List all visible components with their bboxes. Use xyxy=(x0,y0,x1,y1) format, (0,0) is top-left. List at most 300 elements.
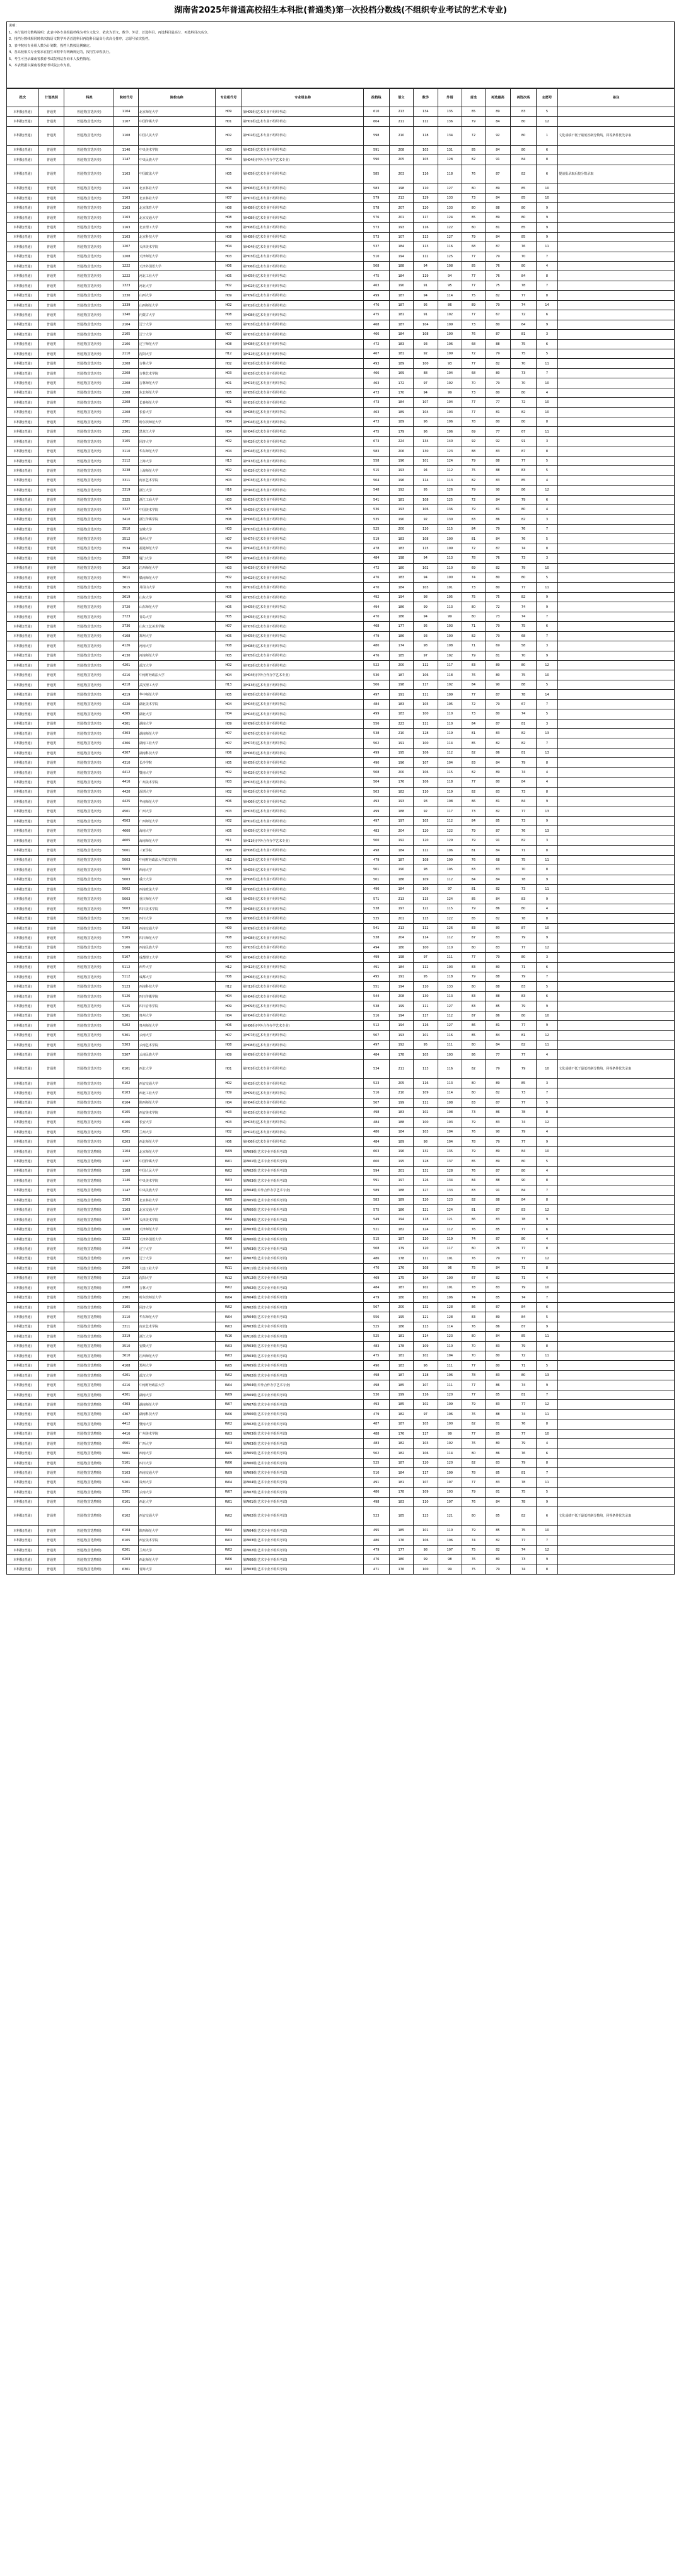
table-cell: H16 xyxy=(215,486,242,495)
table-cell: W02 xyxy=(215,1302,242,1312)
table-cell: 本科批(普通) xyxy=(7,300,39,310)
table-cell xyxy=(558,807,675,816)
table-cell: 普通类(首选历史) xyxy=(64,213,114,222)
table-cell: 75 xyxy=(462,1264,486,1273)
table-cell xyxy=(558,232,675,242)
table-cell: 第W03组(艺术专业不组织考试) xyxy=(242,1351,364,1361)
table-cell: 第H03组(艺术专业不组织考试) xyxy=(242,475,364,485)
column-header: 专业组名称 xyxy=(242,89,364,107)
table-cell: 123 xyxy=(414,1507,438,1526)
table-row xyxy=(7,1244,675,1254)
table-cell: 本科批(普通) xyxy=(7,1011,39,1020)
table-cell: 第W02组(艺术专业不组织考试) xyxy=(242,1166,364,1175)
table-cell: 第H08组(艺术专业不组织考试) xyxy=(242,213,364,222)
table-cell: 76 xyxy=(511,826,537,836)
table-cell: 第W09组(艺术专业不组织考试) xyxy=(242,1468,364,1477)
table-cell: 1 xyxy=(536,126,557,145)
table-cell: 普通类 xyxy=(38,670,64,680)
table-cell: 第H05组(艺术专业不组织考试) xyxy=(242,826,364,836)
table-cell: 140 xyxy=(438,436,462,446)
table-cell: 本科批(普通) xyxy=(7,232,39,242)
table-cell: W03 xyxy=(215,1322,242,1331)
table-cell: 78 xyxy=(462,1137,486,1146)
table-cell: 4130 xyxy=(114,651,139,660)
table-cell: 75 xyxy=(511,339,537,349)
table-cell: 124 xyxy=(414,1225,438,1234)
table-cell: 西安美术学院 xyxy=(138,1108,215,1117)
table-cell: 175 xyxy=(389,1273,414,1283)
table-cell: 116 xyxy=(414,1390,438,1399)
table-cell: 83 xyxy=(511,1205,537,1215)
table-cell: 483 xyxy=(363,1438,389,1448)
table-cell xyxy=(558,1468,675,1477)
table-cell: 97 xyxy=(414,953,438,962)
table-cell: 213 xyxy=(389,923,414,933)
table-cell: 第H02组(艺术专业不组织考试) xyxy=(242,787,364,796)
table-cell: 普通类(首选历史) xyxy=(64,846,114,855)
table-row xyxy=(7,1157,675,1166)
table-cell: 70 xyxy=(511,651,537,660)
table-cell: 重庆师范大学 xyxy=(138,894,215,904)
table-cell: 5 xyxy=(536,1098,557,1107)
table-cell: H03 xyxy=(215,778,242,787)
table-cell: 第W03组(艺术专业不组织考试) xyxy=(242,1536,364,1545)
table-row xyxy=(7,885,675,894)
table-cell: 84 xyxy=(485,145,511,154)
table-cell: 普通类 xyxy=(38,748,64,757)
table-cell: 9 xyxy=(536,1137,557,1146)
table-cell: 134 xyxy=(438,1176,462,1186)
table-cell: 文化成绩不低于最低控制分数线，同等条件优先录取 xyxy=(558,126,675,145)
table-cell: H08 xyxy=(215,933,242,943)
table-cell: 126 xyxy=(438,923,462,933)
table-cell: 本科批(普通) xyxy=(7,865,39,875)
table-cell: 480 xyxy=(363,641,389,651)
table-cell: 84 xyxy=(511,1302,537,1312)
table-cell: 537 xyxy=(363,242,389,252)
table-cell: 普通类(首选历史) xyxy=(64,631,114,641)
table-cell: 70 xyxy=(462,1341,486,1351)
table-cell: 80 xyxy=(462,982,486,991)
table-cell: 95 xyxy=(414,972,438,981)
table-cell: W04 xyxy=(215,1186,242,1195)
table-cell: 第H06组(艺术专业不组织考试) xyxy=(242,1137,364,1146)
table-cell xyxy=(558,262,675,271)
table-cell: 176 xyxy=(389,1429,414,1438)
table-cell: 525 xyxy=(363,1458,389,1467)
table-cell: 80 xyxy=(462,1507,486,1526)
table-row xyxy=(7,1429,675,1438)
table-cell xyxy=(558,515,675,524)
table-cell: 85 xyxy=(462,145,486,154)
table-cell: 110 xyxy=(414,982,438,991)
table-cell: 本科批(普通) xyxy=(7,1176,39,1186)
table-cell: 98 xyxy=(414,641,438,651)
table-cell: 99 xyxy=(438,1565,462,1574)
table-cell: 194 xyxy=(389,1021,414,1030)
table-cell: 普通类 xyxy=(38,107,64,117)
table-cell: 本科批(普通) xyxy=(7,427,39,436)
table-cell: 85 xyxy=(511,475,537,485)
table-cell: 普通类 xyxy=(38,504,64,514)
table-cell: 普通类 xyxy=(38,271,64,281)
table-cell: 3 xyxy=(536,719,557,728)
table-cell: 本科批(普通) xyxy=(7,1438,39,1448)
table-row xyxy=(7,1302,675,1312)
table-cell: 普通类(首选历史) xyxy=(64,300,114,310)
table-cell: 81 xyxy=(485,797,511,807)
table-cell: 1146 xyxy=(114,1176,139,1186)
table-cell: 90 xyxy=(485,1127,511,1136)
table-cell: 94 xyxy=(414,291,438,300)
table-cell: 第W04组(艺术专业不组织考试) xyxy=(242,1215,364,1224)
table-cell: 76 xyxy=(462,1555,486,1565)
table-cell: 第W04组(艺术专业不组织考试) xyxy=(242,1477,364,1487)
table-row xyxy=(7,1525,675,1535)
table-cell: 101 xyxy=(438,1283,462,1292)
table-cell: 10 xyxy=(536,407,557,417)
table-cell: 第H06组(艺术专业不组织考试) xyxy=(242,972,364,981)
table-cell: 第H03组(艺术专业不组织考试) xyxy=(242,524,364,533)
table-cell: 3 xyxy=(536,554,557,563)
table-cell: 80 xyxy=(511,1166,537,1175)
table-cell: 549 xyxy=(363,1215,389,1224)
table-row xyxy=(7,1040,675,1050)
table-cell: 1163 xyxy=(114,203,139,213)
table-cell: 11 xyxy=(536,1040,557,1050)
table-cell: 109 xyxy=(414,875,438,884)
table-cell: 普通类 xyxy=(38,1341,64,1351)
table-cell: 本科批(普通) xyxy=(7,1108,39,1117)
table-cell: 5 xyxy=(536,466,557,475)
table-cell: 第H05组(艺术专业不组织考试) xyxy=(242,504,364,514)
table-cell: H06 xyxy=(215,748,242,757)
table-cell: 128 xyxy=(414,1157,438,1166)
table-cell: 8 xyxy=(536,1458,557,1467)
table-cell: 11 xyxy=(536,1409,557,1419)
table-cell: 86 xyxy=(485,1011,511,1020)
table-cell: 黑龙江大学 xyxy=(138,427,215,436)
table-cell: 普通类(首选历史) xyxy=(64,466,114,475)
table-cell: 575 xyxy=(363,1205,389,1215)
table-cell: 551 xyxy=(363,982,389,991)
table-cell: 普通类 xyxy=(38,126,64,145)
table-cell: 473 xyxy=(363,388,389,397)
table-cell: 488 xyxy=(363,1429,389,1438)
table-cell: 69 xyxy=(462,427,486,436)
table-cell: 广西大学 xyxy=(138,807,215,816)
table-cell: 本科批(普通) xyxy=(7,456,39,465)
table-cell: 第H03组(艺术专业不组织考试) xyxy=(242,252,364,261)
table-cell: 第H12组(艺术专业不组织考试) xyxy=(242,982,364,991)
table-cell: 85 xyxy=(462,262,486,271)
table-cell: 第H08组(艺术专业不组织考试) xyxy=(242,339,364,349)
table-row xyxy=(7,1215,675,1224)
table-cell: 501 xyxy=(363,875,389,884)
table-cell: 95 xyxy=(438,281,462,290)
table-cell xyxy=(558,310,675,320)
table-cell: 1107 xyxy=(114,1157,139,1166)
table-cell: H08 xyxy=(215,1040,242,1050)
table-cell: 普通类(首选物理) xyxy=(64,1361,114,1370)
table-row xyxy=(7,680,675,689)
table-cell: 81 xyxy=(511,719,537,728)
table-cell: 普通类(首选物理) xyxy=(64,1390,114,1399)
table-cell: 197 xyxy=(389,904,414,913)
table-cell: 120 xyxy=(438,1390,462,1399)
table-cell: 106 xyxy=(414,1448,438,1458)
table-cell: 79 xyxy=(462,1525,486,1535)
table-cell: 516 xyxy=(363,1088,389,1098)
table-cell: 普通类 xyxy=(38,583,64,592)
table-row xyxy=(7,1497,675,1507)
table-cell: 91 xyxy=(414,310,438,320)
table-cell: 12 xyxy=(536,1205,557,1215)
table-cell: 西南大学 xyxy=(138,865,215,875)
table-cell: 129 xyxy=(414,193,438,202)
table-cell: 9 xyxy=(536,1497,557,1507)
table-cell: 463 xyxy=(363,378,389,388)
table-cell: 1330 xyxy=(114,291,139,300)
table-cell: 75 xyxy=(462,1565,486,1574)
table-cell: 75 xyxy=(462,291,486,300)
table-cell: 天津美术学院 xyxy=(138,1215,215,1224)
table-cell: 4303 xyxy=(114,1400,139,1409)
table-cell: 103 xyxy=(414,1127,438,1136)
table-cell: 普通类(首选历史) xyxy=(64,1050,114,1059)
table-cell: H09 xyxy=(215,1050,242,1059)
table-cell: 110 xyxy=(438,1525,462,1535)
table-cell: 468 xyxy=(363,622,389,631)
table-cell: 华南师范大学 xyxy=(138,797,215,807)
table-cell xyxy=(558,242,675,252)
table-row xyxy=(7,797,675,807)
table-cell: 5202 xyxy=(114,1021,139,1030)
table-cell: H04 xyxy=(215,699,242,709)
table-cell: 82 xyxy=(511,165,537,184)
table-cell: 125 xyxy=(438,495,462,504)
table-cell xyxy=(558,748,675,757)
table-cell: 第W07组(艺术专业不组织考试) xyxy=(242,1254,364,1263)
table-cell: 普通类(首选物理) xyxy=(64,1264,114,1273)
table-cell: 79 xyxy=(462,972,486,981)
table-cell: 青岛大学 xyxy=(138,612,215,621)
table-cell: 88 xyxy=(485,466,511,475)
table-cell: 本科批(普通) xyxy=(7,1166,39,1175)
table-cell: 100 xyxy=(438,534,462,544)
table-cell: 本科批(普通) xyxy=(7,436,39,446)
table-cell xyxy=(558,962,675,972)
table-cell xyxy=(558,836,675,845)
table-cell: W04 xyxy=(215,1293,242,1302)
table-cell: 6203 xyxy=(114,1555,139,1565)
table-cell: 普通类(首选历史) xyxy=(64,126,114,145)
table-cell: H09 xyxy=(215,1088,242,1098)
table-cell: 589 xyxy=(363,1186,389,1195)
table-cell: 475 xyxy=(363,310,389,320)
table-cell: 124 xyxy=(438,1205,462,1215)
table-cell: 525 xyxy=(363,1322,389,1331)
table-cell: 81 xyxy=(485,1021,511,1030)
table-cell: 普通类(首选历史) xyxy=(64,1088,114,1098)
table-cell: 第H08组(艺术专业不组织考试) xyxy=(242,223,364,232)
table-cell: 106 xyxy=(438,1536,462,1545)
table-cell: 83 xyxy=(485,1117,511,1127)
table-cell: 1146 xyxy=(114,145,139,154)
table-cell: 本科批(普通) xyxy=(7,398,39,407)
table-cell: 77 xyxy=(511,1021,537,1030)
table-cell: 第H07组(艺术专业不组织考试) xyxy=(242,1030,364,1040)
table-cell: 9 xyxy=(536,875,557,884)
table-cell: 504 xyxy=(363,475,389,485)
table-cell: 华东师范大学 xyxy=(138,1312,215,1322)
table-row xyxy=(7,155,675,165)
table-cell: H08 xyxy=(215,339,242,349)
table-cell: 109 xyxy=(438,855,462,865)
table-cell: 哈尔滨师范大学 xyxy=(138,1293,215,1302)
table-cell: 本科批(普通) xyxy=(7,524,39,533)
table-cell: 188 xyxy=(389,807,414,816)
table-cell: 武汉大学 xyxy=(138,660,215,670)
table-cell: 普通类 xyxy=(38,885,64,894)
table-cell: W06 xyxy=(215,1555,242,1565)
table-cell: 85 xyxy=(485,816,511,825)
table-cell: 91 xyxy=(485,1186,511,1195)
table-cell: 四川师范大学 xyxy=(138,933,215,943)
table-cell: 84 xyxy=(485,117,511,126)
table-cell: 普通类 xyxy=(38,1468,64,1477)
table-cell: 西南大学 xyxy=(138,1448,215,1458)
table-cell: 3 xyxy=(536,436,557,446)
table-cell: 6 xyxy=(536,1448,557,1458)
table-cell: 普通类 xyxy=(38,554,64,563)
table-cell: 第W01组(艺术专业不组织考试) xyxy=(242,1497,364,1507)
table-row xyxy=(7,1555,675,1565)
table-cell: 5003 xyxy=(114,894,139,904)
table-cell: 普通类(首选历史) xyxy=(64,778,114,787)
table-cell: 6101 xyxy=(114,1497,139,1507)
table-cell: 第H09组(艺术专业不组织考试) xyxy=(242,719,364,728)
table-cell: 76 xyxy=(462,855,486,865)
table-cell: 79 xyxy=(462,1146,486,1156)
table-cell: 本科批(普通) xyxy=(7,1254,39,1263)
table-cell: 85 xyxy=(511,193,537,202)
table-cell: H07 xyxy=(215,534,242,544)
table-cell: 107 xyxy=(414,1380,438,1390)
table-cell: 93 xyxy=(438,359,462,368)
table-cell: 78 xyxy=(511,1497,537,1507)
table-cell: 南京艺术学院 xyxy=(138,1322,215,1331)
table-cell: 84 xyxy=(485,232,511,242)
table-cell: 71 xyxy=(511,1264,537,1273)
table-cell: 2105 xyxy=(114,1254,139,1263)
table-cell: 湖北大学 xyxy=(138,709,215,719)
table-cell: 182 xyxy=(389,787,414,796)
table-cell: 107 xyxy=(414,758,438,767)
table-cell: 85 xyxy=(485,1001,511,1011)
table-cell: 普通类(首选物理) xyxy=(64,1322,114,1331)
table-cell xyxy=(558,193,675,202)
table-cell: 211 xyxy=(389,1059,414,1078)
table-cell: 122 xyxy=(438,914,462,923)
table-cell: 106 xyxy=(438,427,462,436)
table-cell: 196 xyxy=(389,758,414,767)
table-cell: 普通类 xyxy=(38,1419,64,1429)
table-cell: 87 xyxy=(485,1098,511,1107)
table-cell xyxy=(558,1001,675,1011)
table-cell: 135 xyxy=(438,107,462,117)
table-cell: 541 xyxy=(363,923,389,933)
table-cell: 102 xyxy=(438,651,462,660)
table-cell: 成都理工大学 xyxy=(138,953,215,962)
table-cell: 第H03组(艺术专业不组织考试) xyxy=(242,368,364,378)
table-cell: 115 xyxy=(414,894,438,904)
table-cell: 80 xyxy=(511,504,537,514)
table-cell: 473 xyxy=(363,417,389,427)
table-cell: 4416 xyxy=(114,778,139,787)
table-cell: 68 xyxy=(462,368,486,378)
table-cell: 74 xyxy=(511,1117,537,1127)
table-cell: 普通类 xyxy=(38,631,64,641)
table-cell: 西北师范大学 xyxy=(138,1137,215,1146)
table-cell: 128 xyxy=(438,1166,462,1175)
table-cell: 185 xyxy=(389,1400,414,1409)
table-cell: 长春大学 xyxy=(138,407,215,417)
table-cell: 585 xyxy=(363,165,389,184)
table-cell xyxy=(558,1117,675,1127)
table-cell: 10 xyxy=(536,184,557,193)
table-row xyxy=(7,1264,675,1273)
table-cell: 503 xyxy=(363,787,389,796)
table-cell xyxy=(558,456,675,465)
table-cell: 76 xyxy=(462,330,486,339)
table-cell xyxy=(558,427,675,436)
table-cell: 第H05组(艺术专业不组织考试) xyxy=(242,388,364,397)
table-cell: 95 xyxy=(414,1040,438,1050)
table-cell: 4301 xyxy=(114,719,139,728)
table-cell: H08 xyxy=(215,846,242,855)
table-cell: 兰州大学 xyxy=(138,1545,215,1554)
table-cell: 普通类(首选历史) xyxy=(64,622,114,631)
table-row xyxy=(7,388,675,397)
table-row xyxy=(7,436,675,446)
table-cell: 76 xyxy=(462,1254,486,1263)
table-cell: 普通类(首选物理) xyxy=(64,1283,114,1292)
table-cell: 77 xyxy=(511,1244,537,1254)
table-cell: 102 xyxy=(414,1283,438,1292)
table-cell: 普通类 xyxy=(38,982,64,991)
table-cell: 100 xyxy=(414,738,438,748)
table-cell: H01 xyxy=(215,1059,242,1078)
table-row xyxy=(7,962,675,972)
table-cell: H07 xyxy=(215,738,242,748)
table-cell xyxy=(558,1293,675,1302)
table-cell: 本科批(普通) xyxy=(7,1196,39,1205)
table-cell: 4303 xyxy=(114,729,139,738)
table-cell xyxy=(558,1488,675,1497)
table-cell: 136 xyxy=(438,504,462,514)
table-cell: 普通类(首选历史) xyxy=(64,155,114,165)
table-cell: 普通类 xyxy=(38,165,64,184)
table-cell: 普通类(首选历史) xyxy=(64,738,114,748)
table-cell: 普通类(首选历史) xyxy=(64,1098,114,1107)
table-cell: 河南大学 xyxy=(138,641,215,651)
table-cell: 583 xyxy=(363,184,389,193)
table-cell: 普通类(首选历史) xyxy=(64,816,114,825)
table-cell: 136 xyxy=(438,117,462,126)
table-cell: 5107 xyxy=(114,953,139,962)
notes-box xyxy=(6,21,675,88)
